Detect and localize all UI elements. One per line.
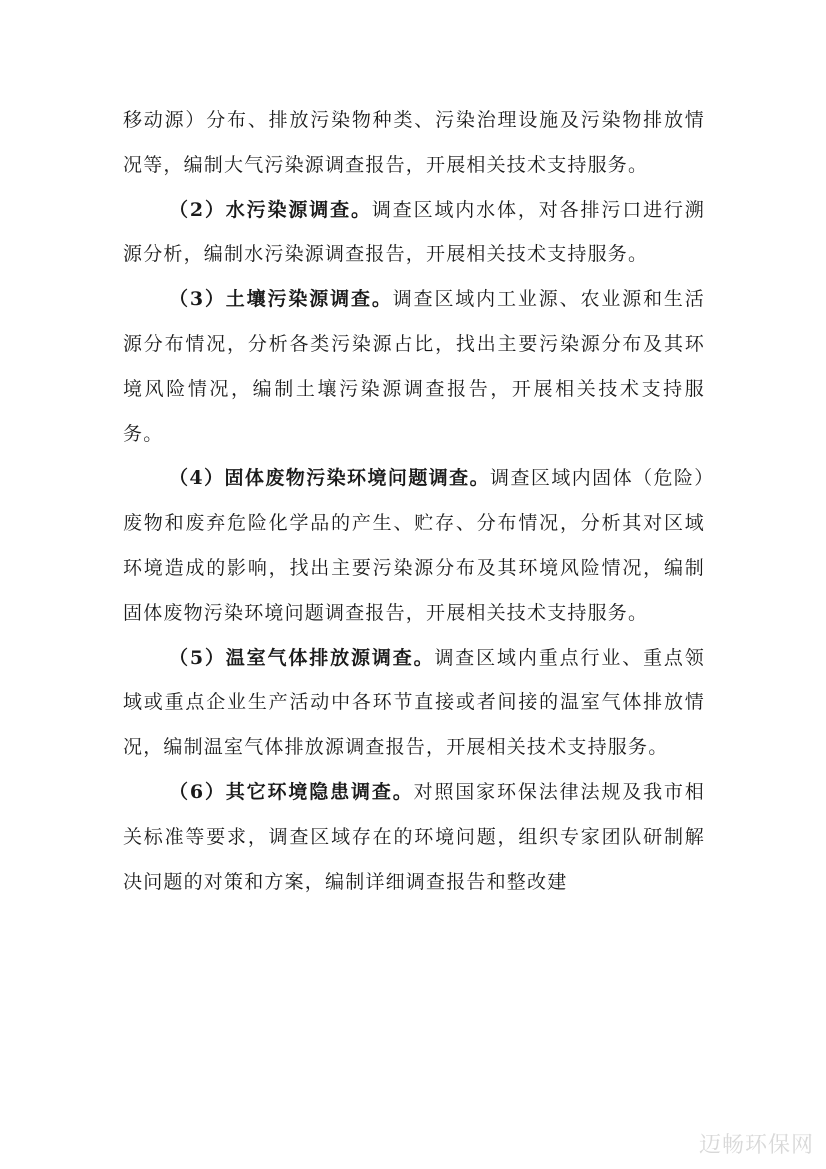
paragraph-soil-pollution (123, 277, 705, 456)
body-solid-waste: 调查区域内固体（危险）废物和废弃危险化学品的产生、贮存、分布情况，分析其对区域环境造成的影响，找出主要污染源分布及其环境风险情况，编制固体废物污染环境问题调查报告，开展相关技术支持服务。 (123, 467, 706, 624)
paragraph-water-pollution (123, 188, 705, 278)
heading-other-hazards: （6）其它环境隐患调查。 (169, 780, 414, 803)
body-soil-pollution: 调查区域内工业源、农业源和生活源分布情况，分析各类污染源占比，找出主要污染源分布及其环境风险情况，编制土壤污染源调查报告，开展相关技术支持服务。 (123, 288, 705, 445)
paragraph-other-hazards (123, 770, 705, 904)
paragraph-solid-waste (123, 456, 705, 635)
heading-solid-waste: （4）固体废物污染环境问题调查。 (169, 467, 491, 490)
body-greenhouse-gas: 调查区域内重点行业、重点领域或重点企业生产活动中各环节直接或者间接的温室气体排放情况，编制温室气体排放源调查报告，开展相关技术支持服务。 (123, 646, 705, 759)
heading-soil-pollution: （3）土壤污染源调查。 (169, 288, 393, 311)
paragraph-greenhouse-gas (123, 636, 705, 770)
intro-paragraph: 移动源）分布、排放污染物种类、污染治理设施及污染物排放情况等，编制大气污染源调查报告，开展相关技术支持服务。 (123, 109, 705, 176)
heading-greenhouse-gas: （5）温室气体排放源调查。 (169, 646, 435, 669)
site-watermark: 迈畅环保网 (698, 1133, 814, 1158)
document-page (123, 98, 705, 904)
heading-water-pollution: （2）水污染源调查。 (169, 198, 372, 221)
body-water-pollution: 调查区域内水体，对各排污口进行溯源分析，编制水污染源调查报告，开展相关技术支持服务。 (123, 198, 705, 266)
body-other-hazards: 对照国家环保法律法规及我市相关标准等要求，调查区域存在的环境问题，组织专家团队研制解决问题的对策和方案，编制详细调查报告和整改建 (123, 780, 705, 893)
